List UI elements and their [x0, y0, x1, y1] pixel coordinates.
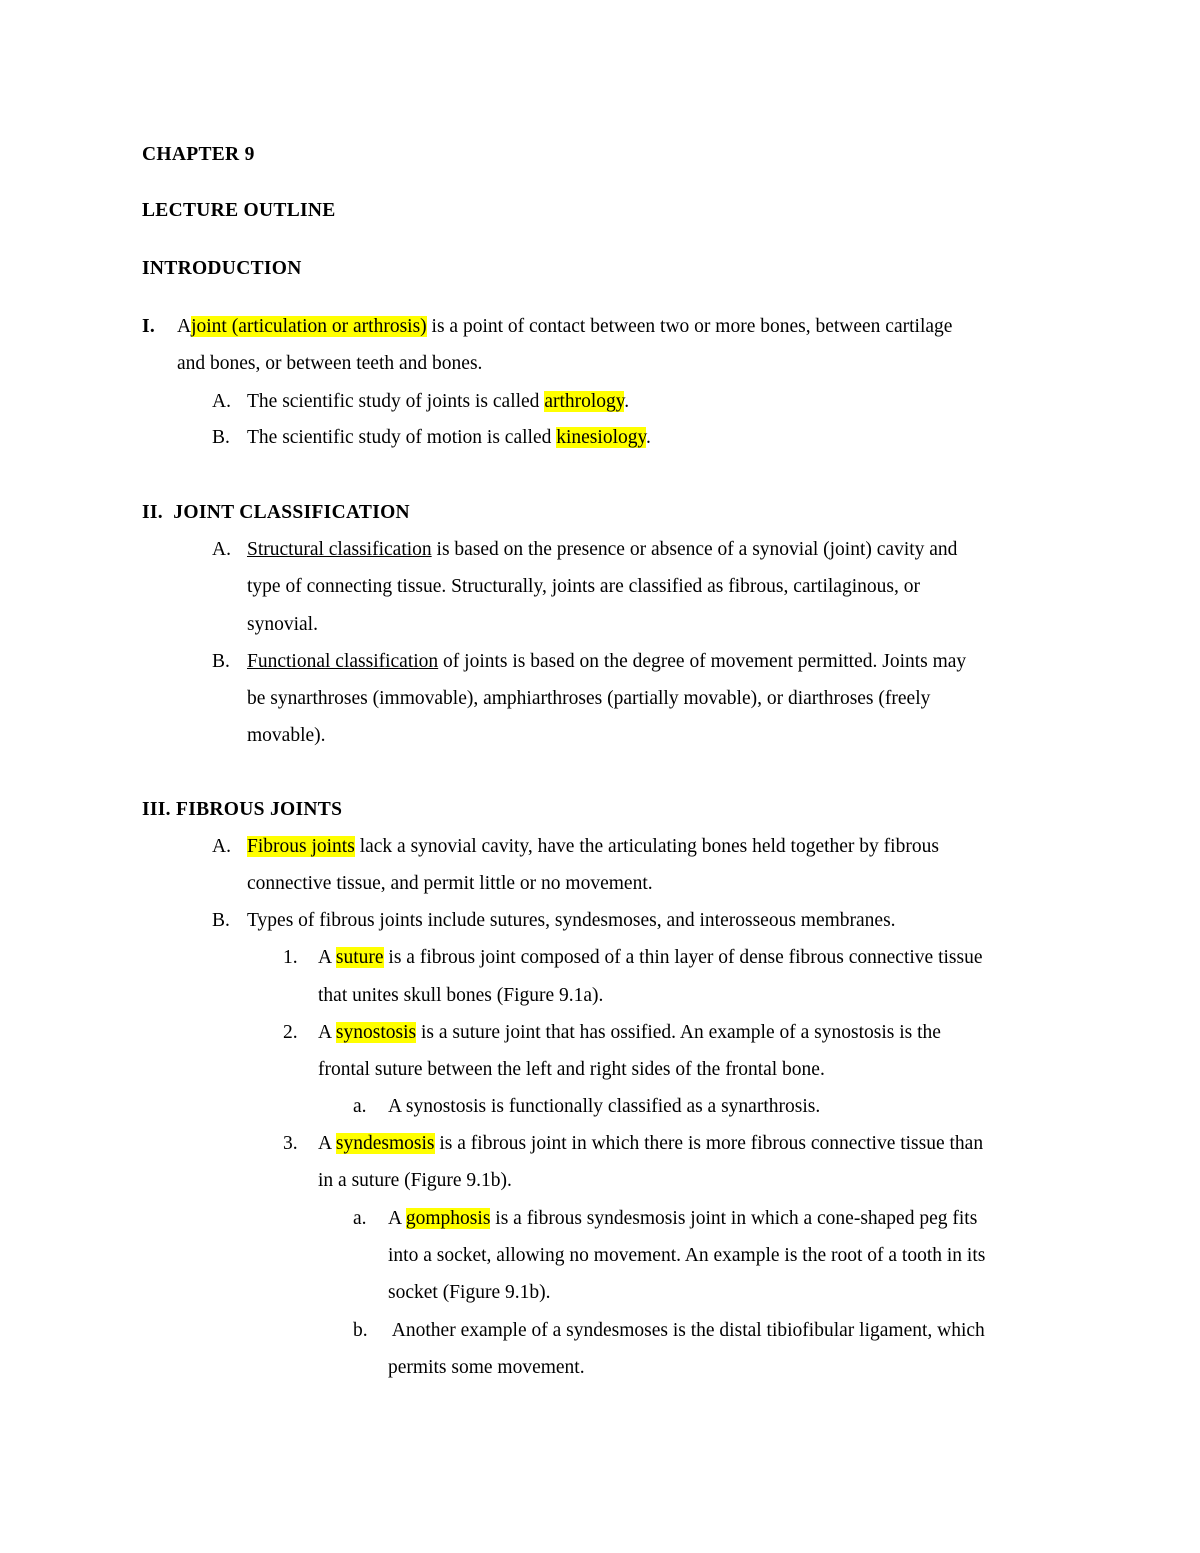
- item-1-line2: that unites skull bones (Figure 9.1a).: [318, 985, 604, 1006]
- section-ii-a-line3: synovial.: [247, 614, 318, 635]
- section-ii-b-line3: movable).: [247, 725, 326, 746]
- section-iii-a-line2: connective tissue, and permit little or no movement.: [247, 873, 653, 894]
- text-run: A: [318, 1133, 336, 1154]
- highlight-kinesiology: kinesiology: [556, 427, 646, 448]
- text-run: A: [177, 316, 192, 337]
- text-run: is a point of contact between two or more bones, between cartilage: [426, 316, 953, 337]
- text-run: A: [318, 1022, 336, 1043]
- item-3a-line3: socket (Figure 9.1b).: [388, 1282, 551, 1303]
- text-run: is a suture joint that has ossified. An example of a synostosis is the: [416, 1022, 941, 1043]
- highlight-syndesmosis: syndesmosis: [335, 1133, 435, 1154]
- text-run: The scientific study of joints is called: [247, 391, 545, 412]
- section-i-b-marker: B.: [212, 427, 230, 448]
- item-3a-line1: [388, 1207, 977, 1231]
- section-ii-a-line2: type of connecting tissue. Structurally, joints are classified as fibrous, cartilaginous, or: [247, 576, 920, 597]
- item-1-marker: 1.: [283, 947, 298, 968]
- section-ii-b-line1: [247, 650, 966, 674]
- item-3-marker: 3.: [283, 1133, 298, 1154]
- section-i-b-text: [247, 426, 651, 450]
- text-run: is a fibrous joint composed of a thin layer of dense fibrous connective tissue: [383, 947, 983, 968]
- introduction-heading: INTRODUCTION: [142, 258, 302, 279]
- item-1-line1: [318, 946, 983, 970]
- section-iii-a-marker: A.: [212, 836, 231, 857]
- highlight-fibrous-joints: Fibrous joints: [247, 836, 355, 857]
- text-run: is a fibrous syndesmosis joint in which a cone-shaped peg fits: [490, 1208, 978, 1229]
- highlight-gomphosis: gomphosis: [405, 1208, 491, 1229]
- section-i-paragraph-line2: and bones, or between teeth and bones.: [177, 353, 483, 374]
- highlight-suture: suture: [335, 947, 384, 968]
- item-2-line1: [318, 1021, 941, 1045]
- item-3a-marker: a.: [353, 1208, 367, 1229]
- section-ii-heading: II. JOINT CLASSIFICATION: [142, 502, 410, 523]
- item-3b-marker: b.: [353, 1320, 368, 1341]
- section-iii-b-marker: B.: [212, 910, 230, 931]
- underlined-term-structural: Structural classification: [247, 539, 432, 560]
- lecture-outline-heading: LECTURE OUTLINE: [142, 200, 336, 221]
- underlined-term-functional: Functional classification: [247, 651, 439, 672]
- section-i-paragraph-line1: [177, 315, 952, 339]
- item-2a-text: A synostosis is functionally classified as a synarthrosis.: [388, 1096, 821, 1117]
- text-run: A: [388, 1208, 406, 1229]
- item-2-marker: 2.: [283, 1022, 298, 1043]
- text-run: of joints is based on the degree of movement permitted. Joints may: [438, 651, 967, 672]
- text-run: A: [318, 947, 336, 968]
- item-3b-line1: Another example of a syndesmoses is the distal tibiofibular ligament, which: [388, 1320, 985, 1341]
- item-2-line2: frontal suture between the left and right sides of the frontal bone.: [318, 1059, 825, 1080]
- item-3-line2: in a suture (Figure 9.1b).: [318, 1170, 512, 1191]
- section-iii-heading: III. FIBROUS JOINTS: [142, 799, 343, 820]
- highlight-arthrology: arthrology: [544, 391, 625, 412]
- section-iii-b-line1: Types of fibrous joints include sutures, syndesmoses, and interosseous membranes.: [247, 910, 896, 931]
- text-run: .: [645, 427, 651, 448]
- text-run: .: [624, 391, 630, 412]
- item-3b-line2: permits some movement.: [388, 1357, 585, 1378]
- text-run: lack a synovial cavity, have the articulating bones held together by fibrous: [354, 836, 939, 857]
- text-run: is based on the presence or absence of a synovial (joint) cavity and: [431, 539, 958, 560]
- highlight-synostosis: synostosis: [335, 1022, 417, 1043]
- text-run: is a fibrous joint in which there is more fibrous connective tissue than: [434, 1133, 984, 1154]
- chapter-heading: CHAPTER 9: [142, 144, 255, 165]
- highlight-joint: joint (articulation or arthrosis): [191, 316, 427, 337]
- section-ii-b-line2: be synarthroses (immovable), amphiarthroses (partially movable), or diarthroses (freely: [247, 688, 931, 709]
- text-run: The scientific study of motion is called: [247, 427, 557, 448]
- item-3-line1: [318, 1132, 983, 1156]
- section-ii-b-marker: B.: [212, 651, 230, 672]
- item-2a-marker: a.: [353, 1096, 367, 1117]
- section-i-marker: I.: [142, 316, 156, 337]
- section-iii-a-line1: [247, 835, 939, 859]
- section-i-a-text: [247, 390, 629, 414]
- section-ii-a-marker: A.: [212, 539, 231, 560]
- section-i-a-marker: A.: [212, 391, 231, 412]
- section-ii-a-line1: [247, 538, 957, 562]
- item-3a-line2: into a socket, allowing no movement. An example is the root of a tooth in its: [388, 1245, 986, 1266]
